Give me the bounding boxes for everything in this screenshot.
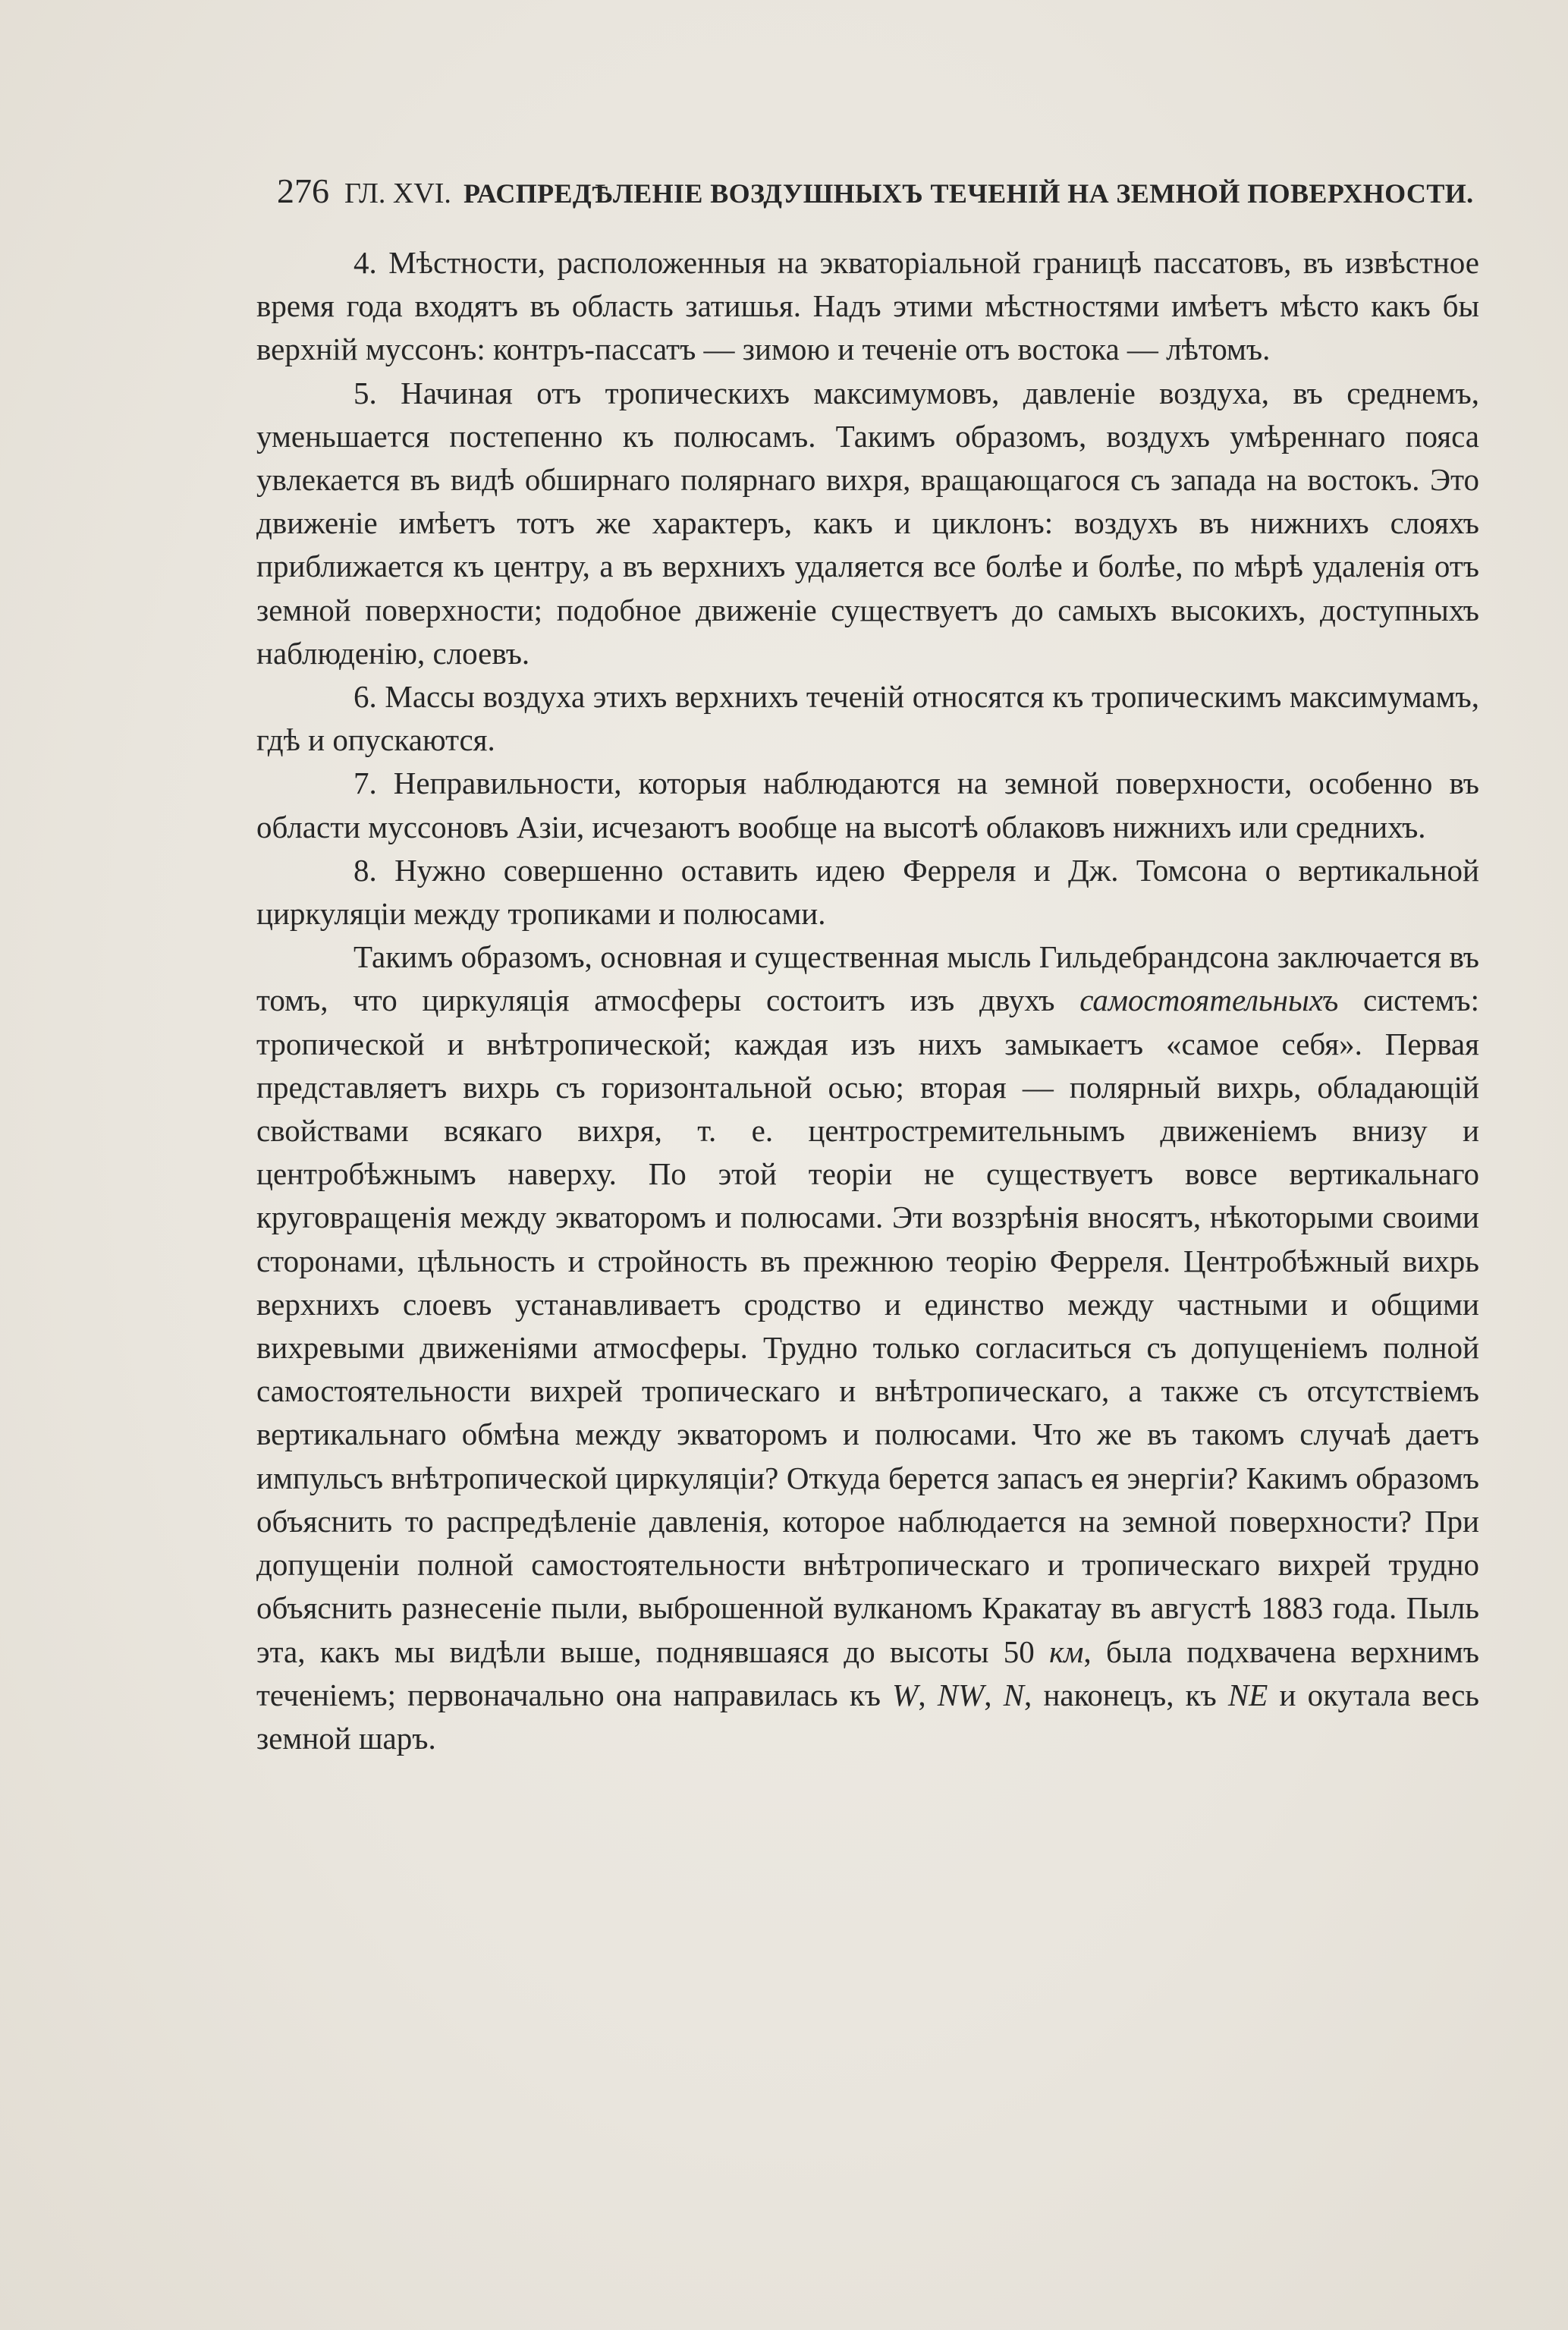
main-text-part-2: системъ: тропической и внѣтропической; каждая изъ нихъ замыкаетъ «самое себя». Первая представляетъ вихрь съ горизонтальной осью; вторая — полярный вихрь, обладающій свойствами всякаго вихря, т. е. центростремительнымъ движеніемъ внизу и центробѣжнымъ наверху. По этой теоріи не существуетъ вовсе вертикальнаго круговращенія между экваторомъ и полюсами. Эти воззрѣнія вносятъ, нѣкоторыми своими сторонами, цѣльность и стройность въ прежнюю теорію Ферреля. Центробѣжный вихрь верхнихъ слоевъ устанавливаетъ сродство и единство между частными и общими вихревыми движеніями атмосферы. Трудно только согласиться съ допущеніемъ полной самостоятельности вихрей тропическаго и внѣтропическаго, а также съ отсутствіемъ вертикальнаго обмѣна между экваторомъ и полюсами. Что же въ такомъ случаѣ даетъ импульсъ внѣтропической циркуляціи? Откуда берется запасъ ея энергіи? Какимъ образомъ объяснить то распредѣленіе давленія, которое наблюдается на земной поверхности? При допущеніи полной самостоятельности внѣтропическаго и тропическаго вихрей трудно объяснить разнесеніе пыли, выброшенной вулканомъ Кракатау въ августѣ 1883 года. Пыль эта, какъ мы видѣли выше, поднявшаяся до высоты 50 bbox=[256, 983, 1479, 1669]
separator-2: , bbox=[984, 1677, 1004, 1712]
body-text bbox=[256, 241, 1479, 1760]
separator-1: , bbox=[918, 1677, 938, 1712]
paragraph-item-7: 7. Неправильности, которыя наблюдаются на земной поверхности, особенно въ области муссоновъ Азіи, исчезаютъ вообще на высотѣ облаковъ нижнихъ или среднихъ. bbox=[256, 766, 1479, 844]
running-title: РАСПРЕДѢЛЕНІЕ ВОЗДУШНЫХЪ ТЕЧЕНІЙ НА ЗЕМНОЙ ПОВЕРХНОСТИ. bbox=[463, 178, 1474, 209]
direction-w: W bbox=[892, 1677, 919, 1712]
page-number: 276 bbox=[277, 171, 329, 210]
paragraph-item-5: 5. Начиная отъ тропическихъ максимумовъ, давленіе воздуха, въ среднемъ, уменьшается постепенно къ полюсамъ. Такимъ образомъ, воздухъ умѣреннаго пояса увлекается въ видѣ обширнаго полярнаго вихря, вращающагося съ запада на востокъ. Это движеніе имѣетъ тотъ же характеръ, какъ и циклонъ: воздухъ въ нижнихъ слояхъ приближается къ центру, а въ верхнихъ удаляется все болѣе и болѣе, по мѣрѣ удаленія отъ земной поверхности; подобное движеніе существуетъ до самыхъ высокихъ, доступныхъ наблюденію, слоевъ. bbox=[256, 375, 1479, 671]
direction-ne: NE bbox=[1227, 1677, 1268, 1712]
direction-n: N bbox=[1003, 1677, 1025, 1712]
paragraph-item-6: 6. Массы воздуха этихъ верхнихъ теченій относятся къ тропическимъ максимумамъ, гдѣ и опускаются. bbox=[256, 679, 1479, 758]
paragraph-item-4: 4. Мѣстности, расположенныя на экваторіальной границѣ пассатовъ, въ извѣстное время года входятъ въ область затишья. Надъ этими мѣстностями имѣетъ мѣсто какъ бы верхній муссонъ: контръ-пассатъ — зимою и теченіе отъ востока — лѣтомъ. bbox=[256, 245, 1479, 367]
paragraph-item-8: 8. Нужно совершенно оставить идею Ферреля и Дж. Томсона о вертикальной циркуляціи между тропиками и полюсами. bbox=[256, 852, 1479, 932]
running-header bbox=[277, 168, 1491, 214]
main-text-part-1: Такимъ образомъ, основная и существенная мысль Гильдебрандсона заключается въ томъ, что циркуляція атмосферы состоитъ изъ двухъ bbox=[256, 939, 1479, 1018]
unit-km: км bbox=[1049, 1634, 1084, 1669]
main-text-part-5: и окутала весь земной шаръ. bbox=[256, 1677, 1479, 1756]
emphasis-text: самостоятельныхъ bbox=[1079, 983, 1339, 1018]
main-text-part-3: , была подхвачена верхнимъ теченіемъ; первоначально она направилась къ bbox=[256, 1634, 1479, 1712]
main-text-part-4: , наконецъ, къ bbox=[1024, 1677, 1228, 1712]
chapter-label: ГЛ. XVI. bbox=[344, 178, 451, 209]
direction-nw: NW bbox=[937, 1677, 985, 1712]
main-paragraph bbox=[256, 935, 1479, 1760]
